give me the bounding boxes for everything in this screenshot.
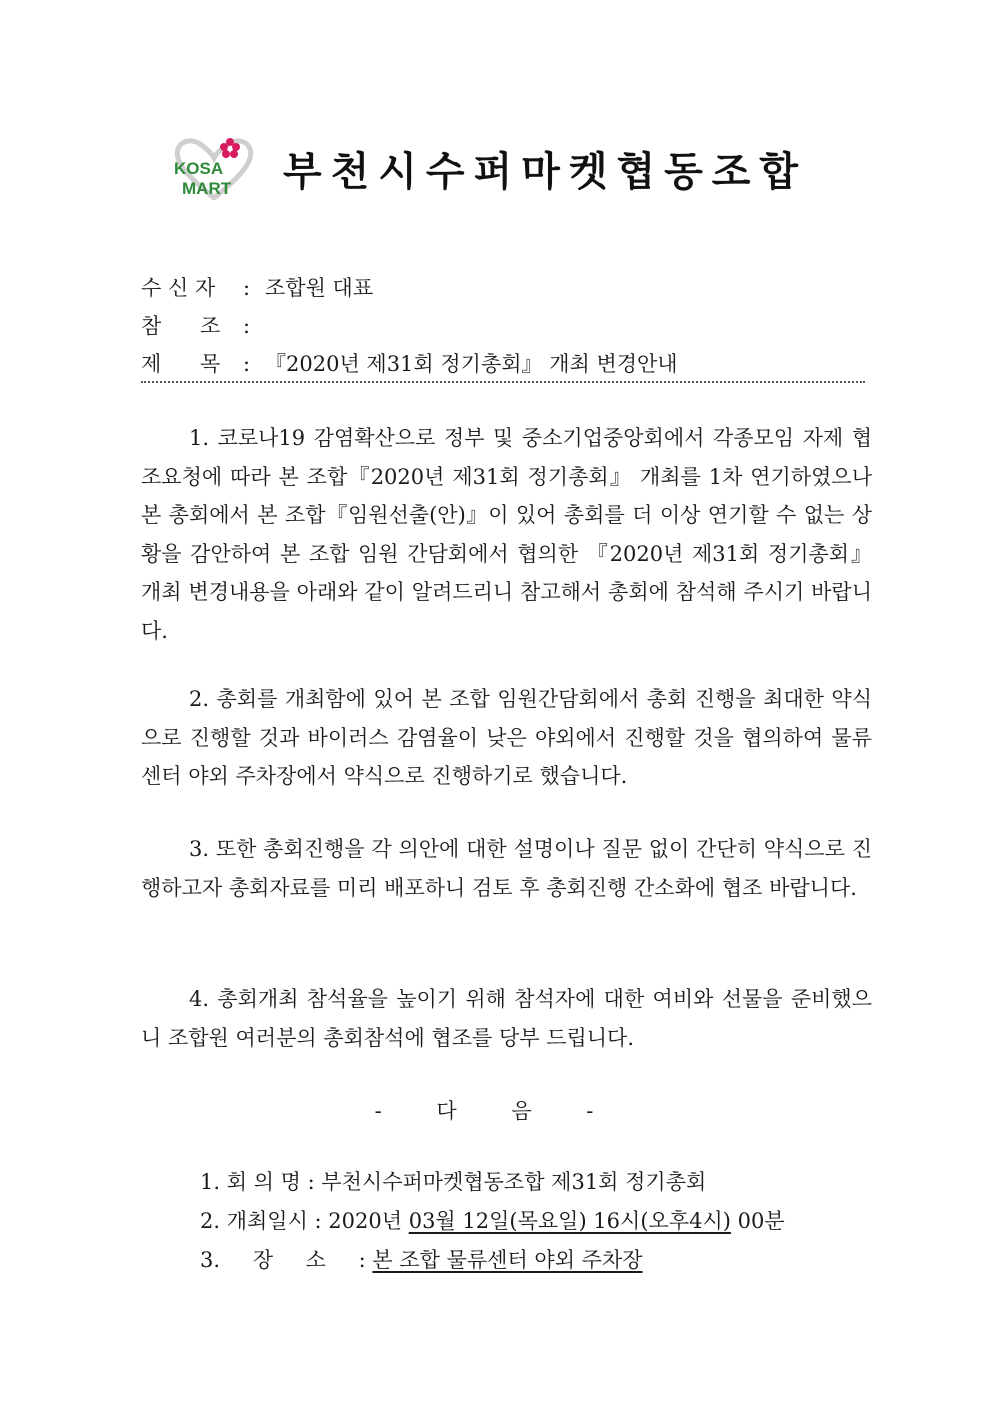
detail-location [200,1245,643,1275]
detail-value: 부천시수퍼마켓협동조합 제31회 정기총회 [321,1170,707,1194]
paragraph-4: 4. 총회개최 참석율을 높이기 위해 참석자에 대한 여비와 선물을 준비했으니 조합원 여러분의 총회참석에 협조를 당부 드립니다. [141,987,872,1050]
detail-label: 3. 장 소 : [200,1248,366,1272]
detail-value: 본 조합 물류센터 야외 주차장 [372,1248,643,1272]
recipient-value: 조합원 대표 [265,276,374,300]
detail-date-time: 03월 12일(목요일) 16시(오후4시) [408,1209,731,1233]
subject-value: 『2020년 제31회 정기총회』 개최 변경안내 [265,352,678,376]
subject-label: 제 목 [141,352,221,376]
dotted-divider [141,381,865,383]
detail-year: 2020년 [328,1209,409,1233]
subject-row [141,349,678,379]
logo-text-kosa: KOSA [174,159,224,178]
recipient-row [141,273,373,303]
reference-row [141,311,265,341]
paragraph-3: 3. 또한 총회진행을 각 의안에 대한 설명이나 질문 없이 간단히 약식으로 진행하고자 총회자료를 미리 배포하니 검토 후 총회진행 간소화에 협조 바랍니다. [141,837,872,900]
paragraph-2: 2. 총회를 개최함에 있어 본 조합 임원간담회에서 총회 진행을 최대한 약식으로 진행할 것과 바이러스 감염율이 낮은 야외에서 진행할 것을 협의하여 물류센터 야외 주차장에서 약식으로 진행하기로 했습니다. [141,687,872,788]
logo-text-mart: MART [182,179,232,198]
details-heading: - 다 음 - [374,1099,618,1123]
detail-label: 1. 회 의 명 : [200,1170,315,1194]
colon: : [243,276,251,300]
detail-datetime [200,1206,785,1236]
reference-label: 참 조 [141,314,221,338]
colon: : [243,352,251,376]
paragraph-1: 1. 코로나19 감염확산으로 정부 및 중소기업중앙회에서 각종모임 자제 협조요청에 따라 본 조합『2020년 제31회 정기총회』 개최를 1차 연기하였으나 본 총회에서 본 조합『임원선출(안)』이 있어 총회를 더 이상 연기할 수 없는 상황을 감안하여 본 조합 임원 간담회에서 협의한 『2020년 제31회 정기총회』 개최 변경내용을 아래와 같이 알려드리니 참고해서 총회에 참석해 주시기 바랍니다. [141,426,872,643]
kosa-mart-logo-graphic [170,134,258,200]
detail-label: 2. 개최일시 : [200,1209,322,1233]
kosa-mart-logo [170,134,258,200]
detail-meeting-name [200,1167,706,1197]
detail-minutes: 00분 [730,1209,785,1233]
colon: : [243,314,251,338]
recipient-label: 수 신 자 [141,276,216,300]
organization-title: 부천시수퍼마켓협동조합 [283,149,808,195]
